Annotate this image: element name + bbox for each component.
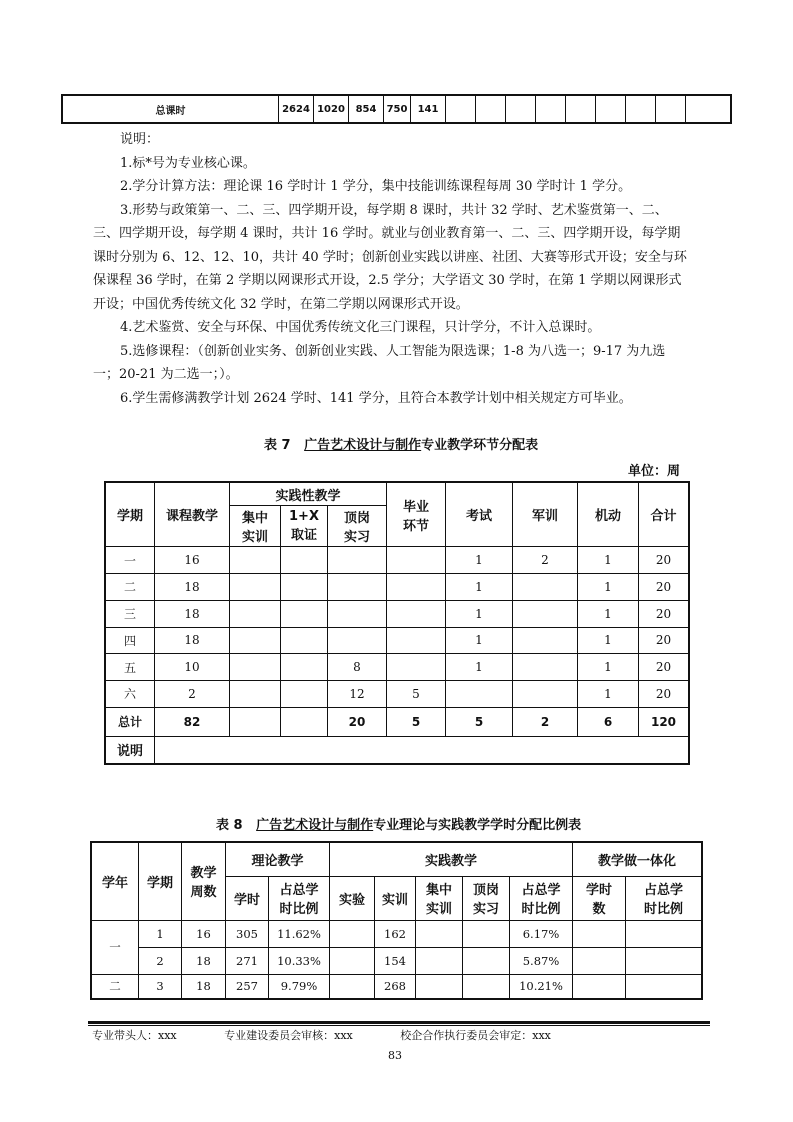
header-experiment: 实验 xyxy=(330,876,375,920)
cell xyxy=(416,974,463,999)
cell xyxy=(513,654,578,681)
header-semester: 学期 xyxy=(139,842,182,920)
cell: 1 xyxy=(578,681,639,708)
cell: 2 xyxy=(513,707,578,736)
cell: 18 xyxy=(155,627,230,654)
total-cell: 2624 xyxy=(279,95,314,123)
cell: 12 xyxy=(328,681,387,708)
year-cell: 一 xyxy=(91,920,139,974)
cell xyxy=(281,707,328,736)
cell xyxy=(281,547,328,574)
cell: 10 xyxy=(155,654,230,681)
cell xyxy=(230,654,281,681)
page-number: 83 xyxy=(388,1049,402,1062)
cell xyxy=(573,974,626,999)
total-cell xyxy=(536,95,566,123)
cell: 20 xyxy=(328,707,387,736)
cell: 一 xyxy=(105,547,155,574)
footer-committee: 专业建设委员会审核：xxx xyxy=(224,1029,353,1042)
cell: 20 xyxy=(639,654,690,681)
cell: 五 xyxy=(105,654,155,681)
header-course: 课程教学 xyxy=(155,482,230,547)
cell xyxy=(463,920,510,947)
cell xyxy=(463,947,510,974)
total-cell xyxy=(686,95,731,123)
total-hours-label: 总课时 xyxy=(62,95,279,123)
cell xyxy=(281,574,328,601)
total-cell xyxy=(506,95,536,123)
header-semester: 学期 xyxy=(105,482,155,547)
table-row xyxy=(91,974,702,999)
cell: 18 xyxy=(155,600,230,627)
cell xyxy=(281,681,328,708)
footer xyxy=(92,1027,595,1043)
cell: 3 xyxy=(139,974,182,999)
cell xyxy=(330,920,375,947)
cell xyxy=(387,574,446,601)
cell: 20 xyxy=(639,600,690,627)
header-hours: 学时 xyxy=(226,876,269,920)
total-cell xyxy=(656,95,686,123)
cell xyxy=(281,654,328,681)
cell xyxy=(387,654,446,681)
total-cell xyxy=(626,95,656,123)
table7-caption-major: 广告艺术设计与制作 xyxy=(304,438,422,453)
cell xyxy=(230,600,281,627)
cell: 1 xyxy=(139,920,182,947)
total-cell xyxy=(566,95,596,123)
cell: 8 xyxy=(328,654,387,681)
cell: 四 xyxy=(105,627,155,654)
note-label: 说明 xyxy=(105,736,155,764)
note-cell xyxy=(155,736,690,764)
header-ratio2: 占总学时比例 xyxy=(510,876,573,920)
cell: 1 xyxy=(578,654,639,681)
cell xyxy=(328,547,387,574)
table8-caption-prefix: 表 8 xyxy=(216,818,243,833)
cell: 268 xyxy=(375,974,416,999)
cell: 1 xyxy=(578,600,639,627)
header-weeks: 教学周数 xyxy=(182,842,226,920)
cell xyxy=(328,600,387,627)
note-row xyxy=(105,736,689,764)
header-total: 合计 xyxy=(639,482,690,547)
teaching-schedule-table xyxy=(104,481,690,765)
cell: 11.62% xyxy=(269,920,330,947)
header-internship: 顶岗实习 xyxy=(328,506,387,547)
year-cell: 二 xyxy=(91,974,139,999)
note-item: 1.标*号为专业核心课。 xyxy=(120,155,256,171)
cell xyxy=(463,974,510,999)
header-ratio: 占总学时比例 xyxy=(269,876,330,920)
cell xyxy=(387,600,446,627)
header-concentrated: 集中实训 xyxy=(230,506,281,547)
table-row xyxy=(105,547,689,574)
cell: 1 xyxy=(578,627,639,654)
table-row xyxy=(91,947,702,974)
header-practice: 实践教学 xyxy=(330,842,573,876)
notes-section xyxy=(93,128,690,410)
cell: 271 xyxy=(226,947,269,974)
table7-caption-suffix: 专业教学环节分配表 xyxy=(421,438,539,453)
cell xyxy=(513,574,578,601)
cell: 162 xyxy=(375,920,416,947)
table8-caption-major: 广告艺术设计与制作 xyxy=(256,818,374,833)
cell xyxy=(573,947,626,974)
cell: 18 xyxy=(182,947,226,974)
cell: 257 xyxy=(226,974,269,999)
cell xyxy=(330,947,375,974)
footer-school: 校企合作执行委员会审定：xxx xyxy=(400,1029,551,1042)
cell: 18 xyxy=(182,974,226,999)
cell: 三 xyxy=(105,600,155,627)
cell: 9.79% xyxy=(269,974,330,999)
notes-title: 说明： xyxy=(120,132,160,147)
total-cell xyxy=(596,95,626,123)
cell: 5.87% xyxy=(510,947,573,974)
cell: 1 xyxy=(446,654,513,681)
cell: 1 xyxy=(446,600,513,627)
cell: 1 xyxy=(446,574,513,601)
table-row xyxy=(105,574,689,601)
total-cell: 141 xyxy=(411,95,446,123)
total-cell xyxy=(446,95,476,123)
cell: 20 xyxy=(639,627,690,654)
cell: 5 xyxy=(387,707,446,736)
header-theory: 理论教学 xyxy=(226,842,330,876)
note-item: 6.学生需修满教学计划 2624 学时、141 学分，且符合本教学计划中相关规定方可毕业。 xyxy=(120,390,632,406)
note-item: 4.艺术鉴赏、安全与环保、中国优秀传统文化三门课程，只计学分，不计入总课时。 xyxy=(120,320,601,335)
note-item: 5.选修课程：（创新创业实务、创新创业实践、人工智能为限选课；1-8 为八选一；9-17 为九选一；20-21 为二选一；）。 xyxy=(93,343,666,382)
header-integrated: 教学做一体化 xyxy=(573,842,703,876)
cell xyxy=(446,681,513,708)
header-internship: 顶岗实习 xyxy=(463,876,510,920)
table7-caption xyxy=(264,434,538,453)
total-cell: 1020 xyxy=(314,95,349,123)
hours-ratio-table xyxy=(90,841,703,1000)
cell: 82 xyxy=(155,707,230,736)
cell: 120 xyxy=(639,707,690,736)
cell: 10.21% xyxy=(510,974,573,999)
cell xyxy=(626,947,703,974)
cell xyxy=(230,707,281,736)
cell: 1 xyxy=(578,574,639,601)
cell: 2 xyxy=(513,547,578,574)
table7-caption-prefix: 表 7 xyxy=(264,438,291,453)
table8-caption xyxy=(216,814,581,833)
total-cell xyxy=(476,95,506,123)
cell: 1 xyxy=(446,547,513,574)
cell: 总计 xyxy=(105,707,155,736)
header-hours2: 学时数 xyxy=(573,876,626,920)
cell xyxy=(513,627,578,654)
table-row xyxy=(105,600,689,627)
table-row xyxy=(105,681,689,708)
header-exam: 考试 xyxy=(446,482,513,547)
cell xyxy=(513,681,578,708)
table-row xyxy=(105,627,689,654)
cell: 154 xyxy=(375,947,416,974)
header-onex: 1+X取证 xyxy=(281,506,328,547)
cell: 20 xyxy=(639,547,690,574)
footer-rule xyxy=(88,1021,710,1024)
cell xyxy=(513,600,578,627)
header-training: 实训 xyxy=(375,876,416,920)
cell: 10.33% xyxy=(269,947,330,974)
note-item: 2.学分计算方法：理论课 16 学时计 1 学分，集中技能训练课程每周 30 学时计 1 学分。 xyxy=(120,179,632,194)
table7-unit: 单位：周 xyxy=(628,464,681,479)
cell xyxy=(328,574,387,601)
cell xyxy=(230,574,281,601)
cell xyxy=(626,974,703,999)
cell: 5 xyxy=(446,707,513,736)
cell: 6.17% xyxy=(510,920,573,947)
cell xyxy=(416,947,463,974)
table8-caption-suffix: 专业理论与实践教学学时分配比例表 xyxy=(373,818,582,833)
header-year: 学年 xyxy=(91,842,139,920)
header-ratio3: 占总学时比例 xyxy=(626,876,703,920)
cell xyxy=(328,627,387,654)
total-hours-table xyxy=(61,94,732,124)
cell xyxy=(281,600,328,627)
table-row xyxy=(91,920,702,947)
total-row xyxy=(105,707,689,736)
cell xyxy=(416,920,463,947)
cell xyxy=(281,627,328,654)
cell: 2 xyxy=(139,947,182,974)
cell: 1 xyxy=(446,627,513,654)
cell: 5 xyxy=(387,681,446,708)
table-row xyxy=(105,654,689,681)
total-cell: 750 xyxy=(384,95,411,123)
cell: 16 xyxy=(182,920,226,947)
cell: 1 xyxy=(578,547,639,574)
cell xyxy=(573,920,626,947)
cell: 305 xyxy=(226,920,269,947)
header-graduation: 毕业环节 xyxy=(387,482,446,547)
cell: 二 xyxy=(105,574,155,601)
cell xyxy=(330,974,375,999)
footer-lead: 专业带头人：xxx xyxy=(92,1029,177,1042)
header-concentrated: 集中实训 xyxy=(416,876,463,920)
cell: 2 xyxy=(155,681,230,708)
cell: 20 xyxy=(639,574,690,601)
cell: 20 xyxy=(639,681,690,708)
cell xyxy=(387,547,446,574)
cell: 6 xyxy=(578,707,639,736)
cell xyxy=(387,627,446,654)
total-cell: 854 xyxy=(349,95,384,123)
header-practice: 实践性教学 xyxy=(230,482,387,506)
cell: 六 xyxy=(105,681,155,708)
cell xyxy=(626,920,703,947)
header-military: 军训 xyxy=(513,482,578,547)
header-flexible: 机动 xyxy=(578,482,639,547)
cell xyxy=(230,547,281,574)
cell xyxy=(230,681,281,708)
cell: 18 xyxy=(155,574,230,601)
cell xyxy=(230,627,281,654)
footer-rule xyxy=(88,1025,710,1026)
cell: 16 xyxy=(155,547,230,574)
note-item: 3.形势与政策第一、二、三、四学期开设，每学期 8 课时，共计 32 学时、艺术鉴赏第一、二、三、四学期开设，每学期 4 课时，共计 16 学时。就业与创业教育第一、二、三、四学期开设，每学期课时分别为 6、12、12、10，共计 40 学时；创新创业实践以讲座、社团、大赛等形式开设；安全与环保课程 36 学时，在第 2 学期以网课形式开设，2.5 学分；大学语文 30 学时，在第 1 学期以网课形式开设；中国优秀传统文化 32 学时，在第二学期以网课形式开设。 xyxy=(93,202,687,312)
